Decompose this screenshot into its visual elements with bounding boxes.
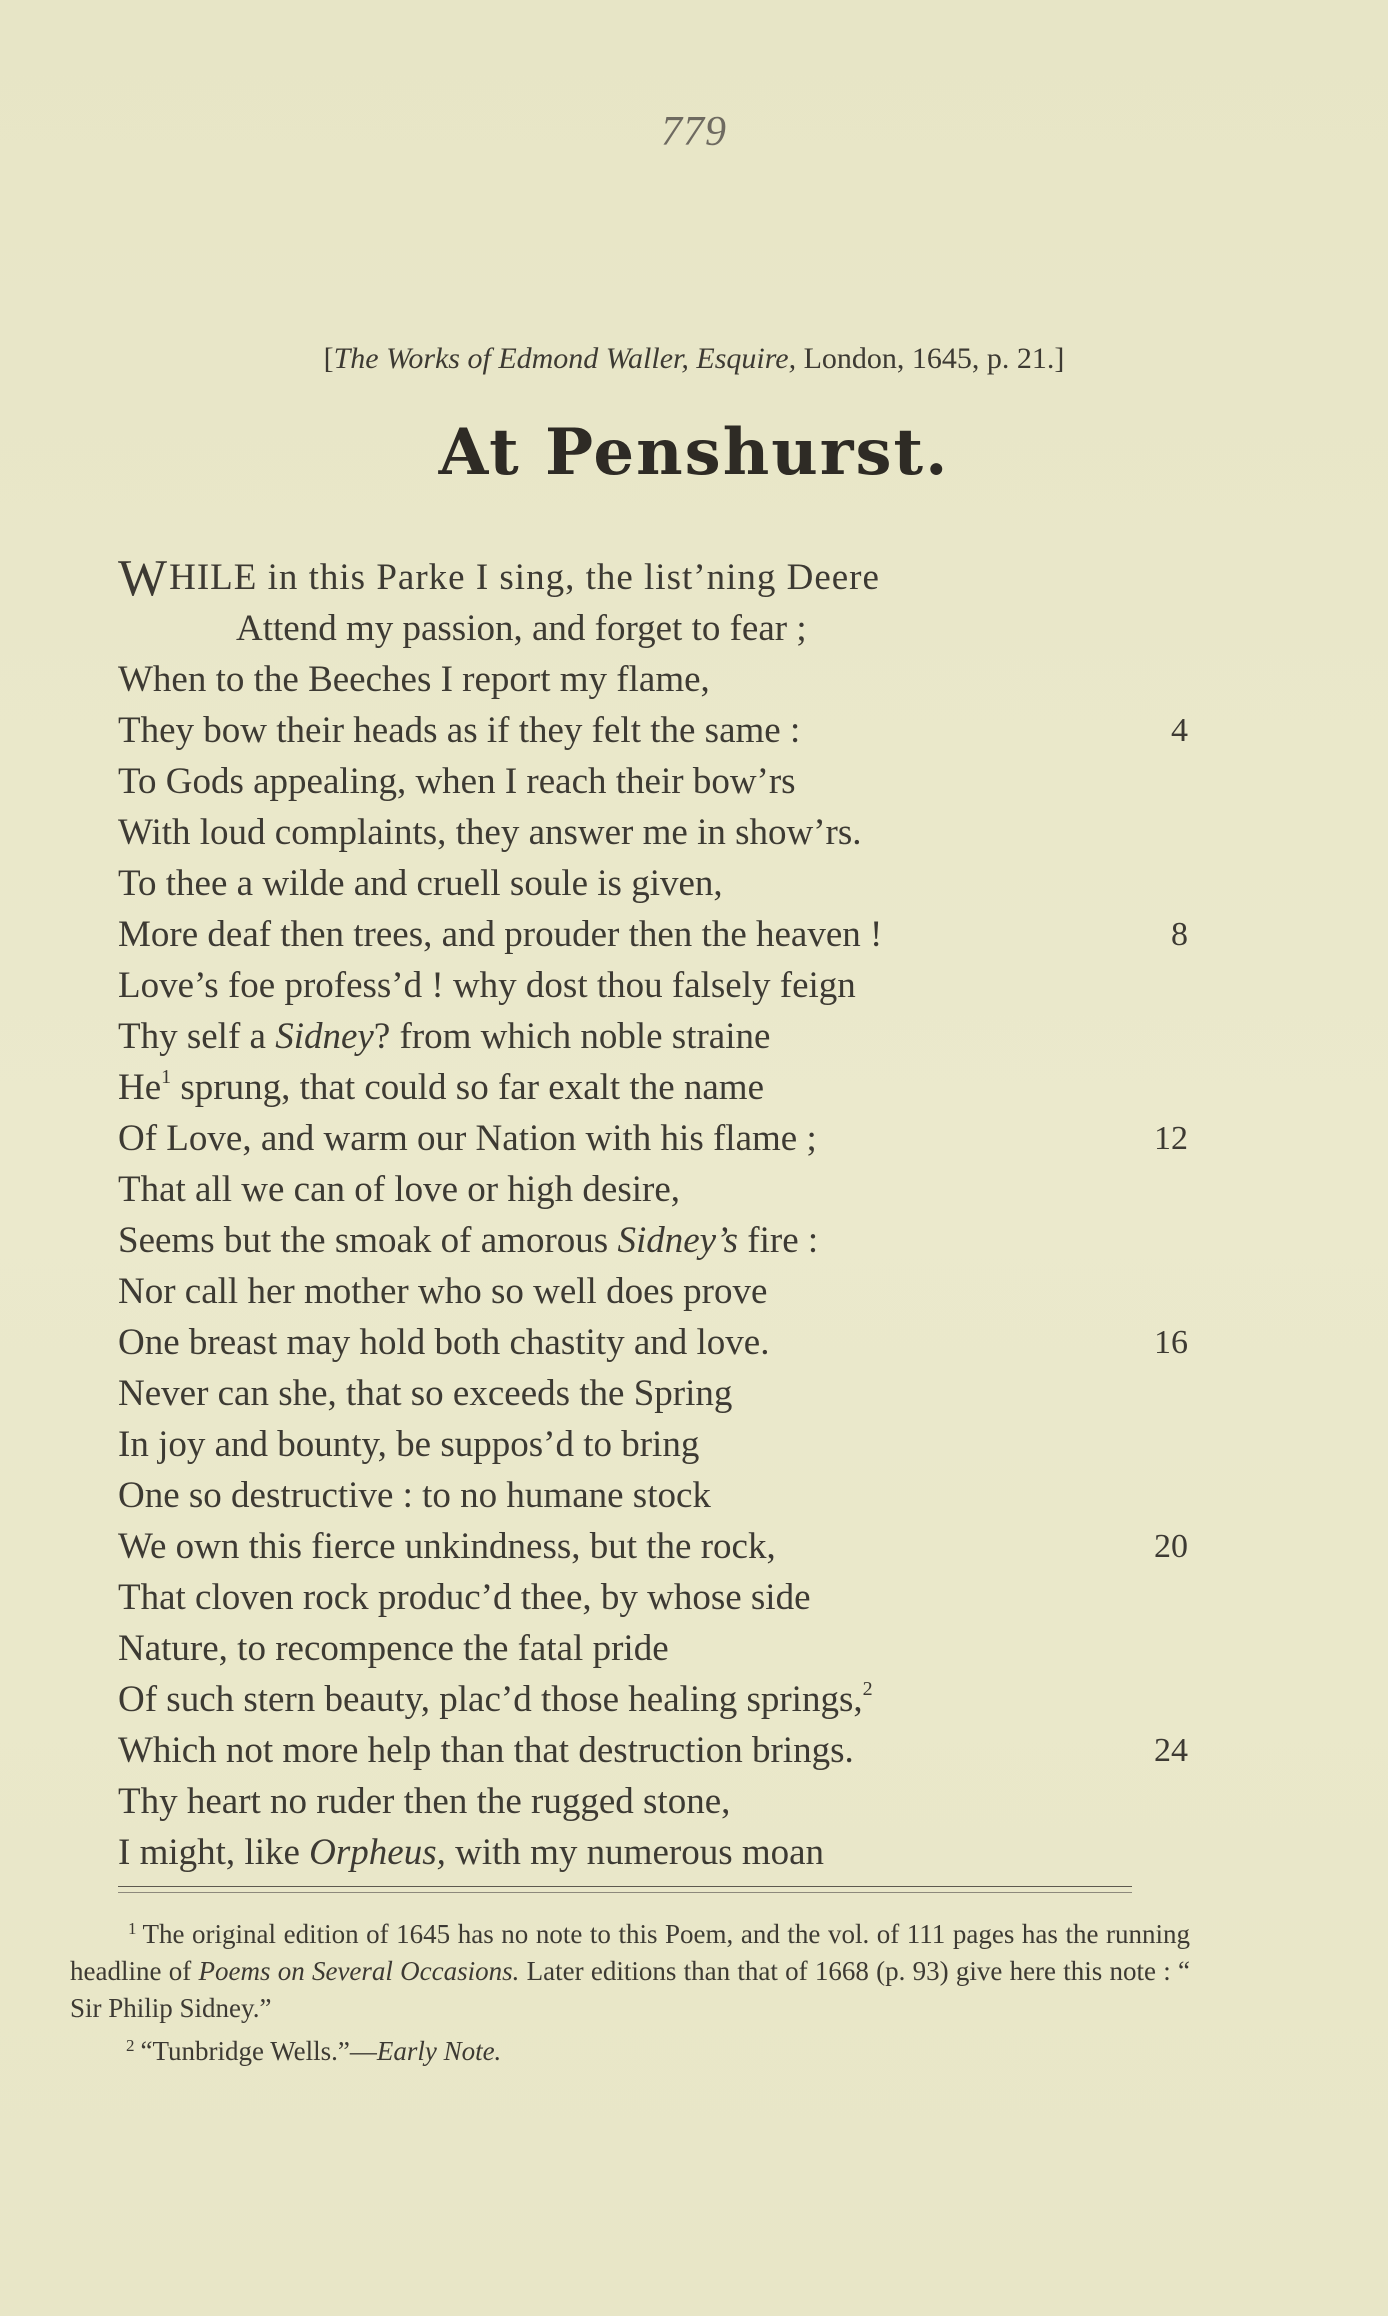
line-text: More deaf then trees, and prouder then the heaven ! [118, 914, 883, 955]
poem-line [118, 960, 1188, 1011]
footnote-italic: Poems on Several Occasions. [198, 1956, 520, 1986]
poem-body [118, 552, 1188, 1878]
source-details: London, 1645, p. 21.] [803, 342, 1065, 375]
source-citation [0, 342, 1388, 376]
line-text: To Gods appealing, when I reach their bow’rs [118, 761, 796, 802]
poem-line [118, 858, 1188, 909]
line-text-post: fire : [747, 1220, 819, 1261]
line-text: That cloven rock produc’d thee, by whose side [118, 1577, 811, 1618]
line-text: We own this fierce unkindness, but the rock, [118, 1526, 776, 1567]
footnote-text: Later editions than that of 1668 (p. 93) give here this note : “ Sir Philip Sidney.” [70, 1956, 1191, 2023]
line-number: 16 [1154, 1324, 1188, 1361]
page-number: 779 [661, 109, 727, 155]
poem-line [118, 1674, 1188, 1725]
footnote-mark: 2 [126, 2036, 135, 2055]
line-text: They bow their heads as if they felt the same : [118, 710, 801, 751]
line-text-pre: Of such stern beauty, plac’d those healing springs, [118, 1679, 863, 1720]
line-text: One breast may hold both chastity and love. [118, 1322, 770, 1363]
poem-line [118, 1368, 1188, 1419]
line-text: Love’s foe profess’d ! why dost thou falsely feign [118, 965, 856, 1006]
footnote-ref: 1 [161, 1066, 172, 1088]
line-text-post: with my numerous moan [455, 1832, 825, 1873]
footnotes [70, 1910, 1190, 2070]
line-text: That all we can of love or high desire, [118, 1169, 680, 1210]
poem-line [118, 807, 1188, 858]
footnote-ref: 2 [862, 1678, 873, 1700]
line-text: One so destructive : to no humane stock [118, 1475, 711, 1516]
line-text: Nor call her mother who so well does prove [118, 1271, 768, 1312]
poem-line [118, 1113, 1188, 1164]
line-number: 8 [1171, 916, 1188, 953]
poem-line [118, 654, 1188, 705]
line-text: To thee a wilde and cruell soule is given, [118, 863, 723, 904]
line-text-italic: Orpheus, [309, 1832, 446, 1873]
line-text: With loud complaints, they answer me in show’rs. [118, 812, 862, 853]
line-text: Which not more help than that destruction brings. [118, 1730, 854, 1771]
poem-line [118, 1164, 1188, 1215]
poem-line [118, 1470, 1188, 1521]
line-text: Of Love, and warm our Nation with his flame ; [118, 1118, 817, 1159]
line-text-italic: Sidney [275, 1016, 374, 1057]
drop-cap: W [118, 550, 168, 607]
line-text-italic: Sidney’s [617, 1220, 739, 1261]
poem-line [118, 1572, 1188, 1623]
poem-line [118, 1215, 1188, 1266]
footnote-1 [70, 1910, 1190, 2027]
line-text-pre: I might, like [118, 1832, 300, 1873]
poem-line [118, 1011, 1188, 1062]
line-number: 12 [1154, 1120, 1188, 1157]
poem-line [118, 1776, 1188, 1827]
poem-line [118, 756, 1188, 807]
line-text-pre: He [118, 1067, 162, 1108]
poem-line [118, 1623, 1188, 1674]
line-text: Attend my passion, and forget to fear ; [236, 608, 807, 649]
poem-line [118, 705, 1188, 756]
line-text-pre: Thy self a [118, 1016, 266, 1057]
poem-line [118, 603, 1188, 654]
line-text: Thy heart no ruder then the rugged stone, [118, 1781, 731, 1822]
footnote-text: The original edition of 1645 has no note to this Poem, and the vol. of 111 pages has the running headline of [70, 1919, 1190, 1986]
line-text: In joy and bounty, be suppos’d to bring [118, 1424, 700, 1465]
source-open-bracket: [ [323, 342, 334, 375]
footnote-divider [118, 1886, 1132, 1887]
poem-line [118, 1062, 1188, 1113]
line-number: 20 [1154, 1528, 1188, 1565]
footnote-divider [118, 1892, 1132, 1893]
poem-line [118, 1521, 1188, 1572]
line-number: 24 [1154, 1732, 1188, 1769]
poem-line [118, 1419, 1188, 1470]
line-text: HILE in this Parke I sing, the list’ning Deere [169, 557, 880, 598]
line-text: Never can she, that so exceeds the Spring [118, 1373, 733, 1414]
line-text-post: ? from which noble straine [373, 1016, 771, 1057]
footnote-mark: 1 [128, 1919, 137, 1938]
line-text: Nature, to recompence the fatal pride [118, 1628, 669, 1669]
footnote-2 [70, 2027, 1190, 2070]
poem-line [118, 1317, 1188, 1368]
poem-line [118, 1725, 1188, 1776]
line-number: 4 [1171, 712, 1188, 749]
poem-line [118, 909, 1188, 960]
poem-title: At Penshurst. [438, 415, 950, 490]
poem-line [118, 1827, 1188, 1878]
line-text-pre: Seems but the smoak of amorous [118, 1220, 609, 1261]
line-text-post: sprung, that could so far exalt the name [180, 1067, 765, 1108]
poem-line [118, 550, 1188, 607]
source-work-title: The Works of Edmond Waller, Esquire, [333, 342, 797, 375]
footnote-text: “Tunbridge Wells.”— [140, 2036, 377, 2066]
footnote-italic: Early Note. [376, 2036, 502, 2066]
poem-line [118, 1266, 1188, 1317]
line-text: When to the Beeches I report my flame, [118, 659, 710, 700]
